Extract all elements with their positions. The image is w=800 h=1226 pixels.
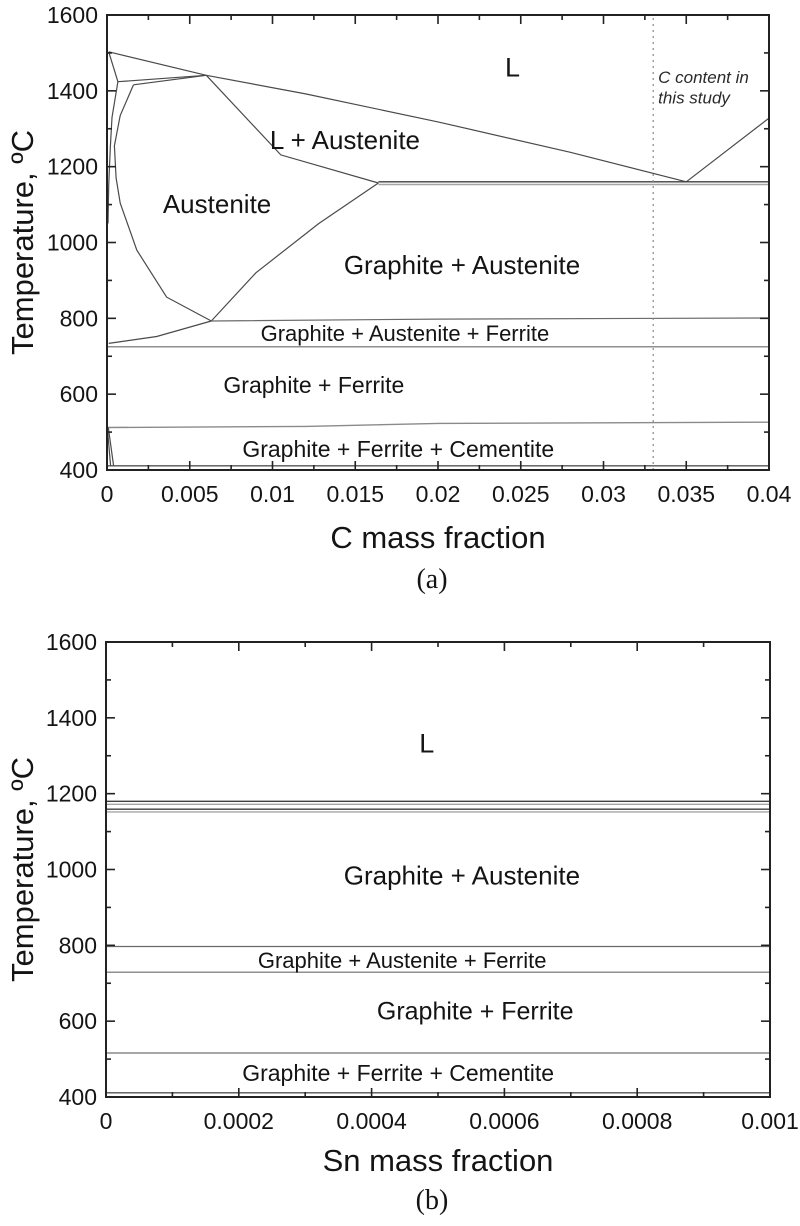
- x-axis-title: C mass fraction: [330, 520, 546, 555]
- phase-label: Austenite: [162, 188, 272, 219]
- annotation-line: C content in: [658, 68, 749, 88]
- boundary-cementite_upper_line: [107, 422, 769, 427]
- panel-caption: (a): [416, 564, 448, 595]
- x-tick-label: 0.02: [415, 481, 461, 507]
- phase-label: Graphite + Austenite + Ferrite: [260, 320, 550, 346]
- phase-label: L: [419, 728, 435, 759]
- y-tick-label: 800: [59, 305, 98, 332]
- phase-label: L: [504, 52, 520, 83]
- boundary-delta_solidus: [109, 52, 118, 82]
- y-tick-label: 400: [58, 1084, 97, 1110]
- annotation-line: this study: [658, 88, 730, 108]
- y-tick-label: 1200: [45, 780, 97, 807]
- x-tick-label: 0.0002: [203, 1108, 274, 1134]
- y-tick-label: 1600: [46, 2, 98, 28]
- y-tick-label: 1000: [45, 856, 97, 883]
- boundary-a3_boundary: [109, 321, 212, 343]
- phase-label: Graphite + Austenite + Ferrite: [257, 947, 547, 973]
- y-tick-label: 1400: [46, 77, 98, 104]
- x-tick-label: 0.025: [491, 481, 550, 507]
- y-tick-label: 1600: [45, 629, 97, 655]
- panel-b: [5, 629, 799, 1216]
- phase-label: Graphite + Ferrite + Cementite: [242, 436, 555, 463]
- x-tick-label: 0.0006: [469, 1108, 540, 1134]
- x-tick-label: 0.0004: [336, 1108, 407, 1134]
- x-tick-label: 0: [100, 481, 114, 507]
- phase-label: Graphite + Austenite: [343, 249, 581, 280]
- boundary-graphite_liquidus: [686, 118, 769, 182]
- phase-label: Graphite + Ferrite: [223, 372, 405, 399]
- x-tick-label: 0.005: [160, 481, 219, 507]
- x-tick-label: 0.01: [250, 481, 295, 507]
- y-tick-label: 1400: [45, 704, 97, 731]
- x-tick-label: 0.035: [657, 481, 716, 507]
- boundary-delta_liquidus: [109, 52, 207, 76]
- panel-a: [5, 2, 792, 595]
- x-tick-label: 0.015: [326, 481, 385, 507]
- y-tick-label: 800: [58, 932, 97, 959]
- y-axis-title: Temperature, ºC: [5, 130, 40, 355]
- y-tick-label: 600: [59, 381, 98, 408]
- y-tick-label: 1000: [46, 229, 98, 256]
- panel-caption: (b): [415, 1185, 449, 1216]
- phase-label: Graphite + Ferrite: [376, 997, 574, 1026]
- x-tick-label: 0.03: [581, 481, 626, 507]
- y-tick-label: 600: [58, 1008, 97, 1035]
- y-tick-label: 1200: [46, 153, 98, 180]
- x-tick-label: 0.0008: [602, 1108, 673, 1134]
- y-axis-title: Temperature, ºC: [5, 757, 40, 982]
- x-tick-label: 0.001: [741, 1108, 799, 1134]
- phase-label: Graphite + Austenite: [343, 860, 581, 891]
- boundary-ferrite_sliver_boundary: [108, 82, 118, 224]
- phase-label: Graphite + Ferrite + Cementite: [242, 1060, 555, 1087]
- x-tick-label: 0.04: [746, 481, 792, 507]
- y-tick-label: 400: [59, 457, 98, 483]
- x-axis-title: Sn mass fraction: [322, 1143, 554, 1178]
- phase-label: L + Austenite: [269, 125, 421, 156]
- x-tick-label: 0: [99, 1108, 113, 1134]
